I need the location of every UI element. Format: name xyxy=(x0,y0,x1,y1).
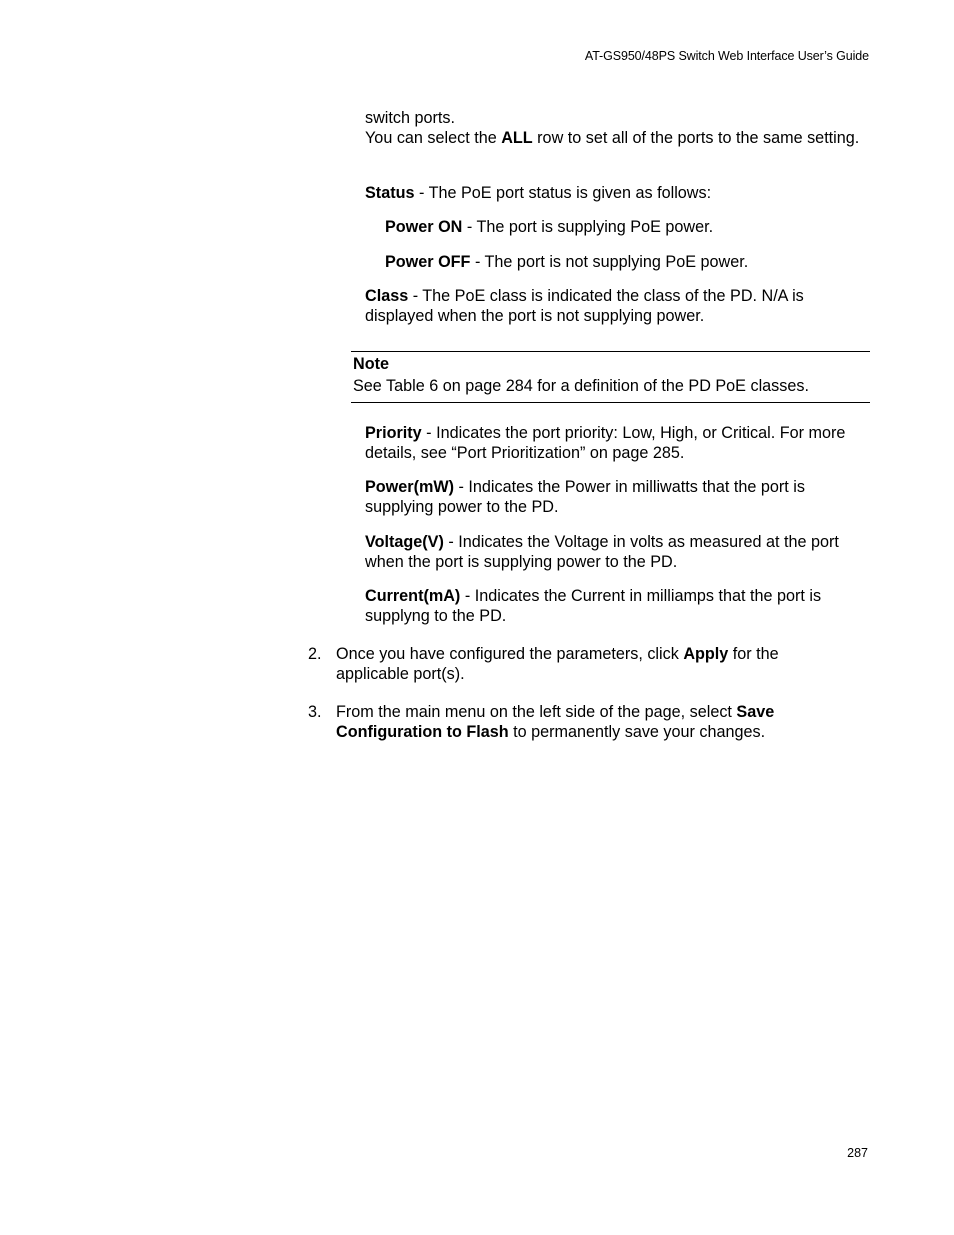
step-2-text xyxy=(336,644,856,685)
term-save-configuration: Save Configuration to Flash xyxy=(336,703,775,742)
note-text: See Table 6 on page 284 for a definition of the PD PoE classes. xyxy=(353,377,809,395)
text-voltage: - Indicates the Voltage in volts as measured at the port when the port is supplying power to the PD. xyxy=(365,533,839,572)
paragraph-class xyxy=(365,286,875,327)
text-power-off: - The port is not supplying PoE power. xyxy=(470,253,749,271)
text-power-mw: - Indicates the Power in milliwatts that the port is supplying power to the PD. xyxy=(365,478,805,517)
term-voltage: Voltage(V) xyxy=(365,533,444,551)
term-status: Status xyxy=(365,184,415,202)
text-power-on: - The port is supplying PoE power. xyxy=(462,218,714,236)
term-current: Current(mA) xyxy=(365,587,461,605)
paragraph-current xyxy=(365,586,875,627)
note-box xyxy=(351,351,870,403)
step-3-pre: From the main menu on the left side of the page, select xyxy=(336,703,737,721)
term-all: ALL xyxy=(501,129,533,148)
text-status: - The PoE port status is given as follows: xyxy=(414,184,712,202)
note-title: Note xyxy=(353,355,389,373)
paragraph-power-off xyxy=(385,252,895,272)
term-priority: Priority xyxy=(365,424,422,442)
text-class: - The PoE class is indicated the class of the PD. N/A is displayed when the port is not supplying power. xyxy=(365,287,804,326)
paragraph-voltage xyxy=(365,532,875,573)
text-current: - Indicates the Current in milliamps that the port is supplyng to the PD. xyxy=(365,587,822,626)
paragraph-switch-ports xyxy=(365,108,875,149)
paragraph-priority xyxy=(365,423,875,464)
term-apply: Apply xyxy=(683,645,729,663)
step-2-number: 2. xyxy=(308,645,322,663)
paragraph-status xyxy=(365,183,875,203)
text-all-post: row to set all of the ports to the same setting. xyxy=(532,129,860,148)
term-power-on: Power ON xyxy=(385,218,463,236)
step-3-post: to permanently save your changes. xyxy=(508,723,766,742)
step-2-post: for the applicable port(s). xyxy=(336,645,779,684)
term-class: Class xyxy=(365,287,409,305)
text-switch-ports: switch ports. xyxy=(365,109,455,127)
page-number: 287 xyxy=(847,1146,868,1160)
running-header: AT-GS950/48PS Switch Web Interface User’s Guide xyxy=(584,49,869,63)
term-power-off: Power OFF xyxy=(385,253,471,271)
paragraph-power-mw xyxy=(365,477,875,518)
text-all-pre: You can select the xyxy=(365,129,502,148)
step-2-pre: Once you have configured the parameters, click xyxy=(336,645,684,663)
text-priority: - Indicates the port priority: Low, High, or Critical. For more details, see “Port Prioritization” on page 285. xyxy=(365,424,846,463)
step-3-text xyxy=(336,702,856,743)
paragraph-power-on xyxy=(385,217,895,237)
term-power-mw: Power(mW) xyxy=(365,478,455,496)
step-3-number: 3. xyxy=(308,703,322,721)
